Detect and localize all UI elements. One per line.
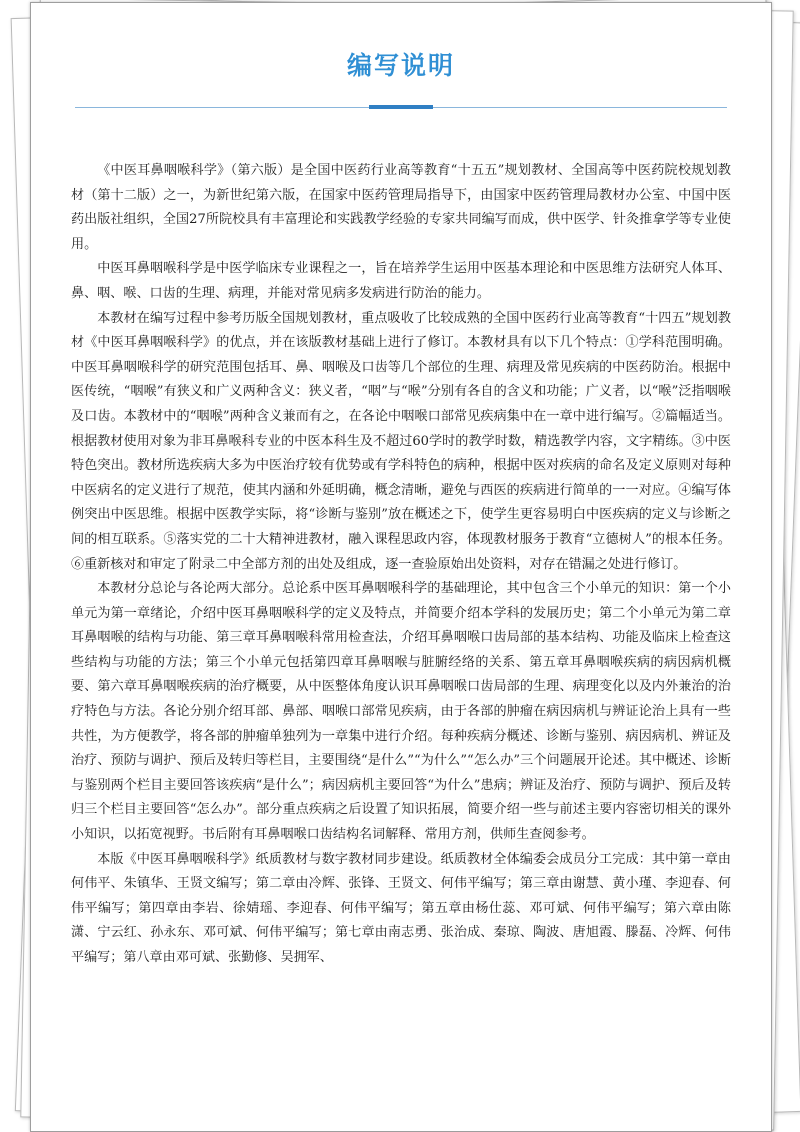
document-body [71, 159, 731, 971]
paragraph-3: 本教材在编写过程中参考历版全国规划教材，重点吸收了比较成熟的全国中医药行业高等教育“十四五”规划教材《中医耳鼻咽喉科学》的优点，并在该版教材基础上进行了修订。本教材具有以下几个特点：①学科范围明确。中医耳鼻咽喉科学的研究范围包括耳、鼻、咽喉及口齿等几个部位的生理、病理及常见疾病的中医药防治。根据中医传统，“咽喉”有狭义和广义两种含义：狭义者，“咽”与“喉”分别有各自的含义和功能；广义者，以“喉”泛指咽喉及口齿。本教材中的“咽喉”两种含义兼而有之，在各论中咽喉口部常见疾病集中在一章中进行编写。②篇幅适当。根据教材使用对象为非耳鼻喉科专业的中医本科生及不超过60学时的教学时数，精选教学内容，文字精练。③中医特色突出。教材所选疾病大多为中医治疗较有优势或有学科特色的病种，根据中医对疾病的命名及定义原则对每种中医病名的定义进行了规范，使其内涵和外延明确，概念清晰，避免与西医的疾病进行简单的一一对应。④编写体例突出中医思维。根据中医教学实际，将“诊断与鉴别”放在概述之下，使学生更容易明白中医疾病的定义与诊断之间的相互联系。⑤落实党的二十大精神进教材，融入课程思政内容，体现教材服务于教育“立德树人”的根本任务。⑥重新核对和审定了附录二中全部方剂的出处及组成，逐一查验原始出处资料，对存在错漏之处进行修订。 [71, 310, 731, 572]
paragraph-4: 本教材分总论与各论两大部分。总论系中医耳鼻咽喉科学的基础理论，其中包含三个小单元的知识：第一个小单元为第一章绪论，介绍中医耳鼻咽喉科学的定义及特点，并简要介绍本学科的发展历史；第二个小单元为第二章耳鼻咽喉的结构与功能、第三章耳鼻咽喉科常用检查法，介绍耳鼻咽喉口齿局部的基本结构、功能及临床上检查这些结构与功能的方法；第三个小单元包括第四章耳鼻咽喉与脏腑经络的关系、第五章耳鼻咽喉疾病的病因病机概要、第六章耳鼻咽喉疾病的治疗概要，从中医整体角度认识耳鼻咽喉口齿局部的生理、病理变化以及内外兼治的治疗特色与方法。各论分别介绍耳部、鼻部、咽喉口部常见疾病，由于各部的肿瘤在病因病机与辨证论治上具有一些共性，为方便教学，将各部的肿瘤单独列为一章集中进行介绍。每种疾病分概述、诊断与鉴别、病因病机、辨证及治疗、预防与调护、预后及转归等栏目，主要围绕“是什么”“为什么”“怎么办”三个问题展开论述。其中概述、诊断与鉴别两个栏目主要回答该疾病“是什么”；病因病机主要回答“为什么”患病；辨证及治疗、预防与调护、预后及转归三个栏目主要回答“怎么办”。部分重点疾病之后设置了知识拓展，简要介绍一些与前述主要内容密切相关的课外小知识，以拓宽视野。书后附有耳鼻咽喉口齿结构名词解释、常用方剂，供师生查阅参考。 [71, 581, 731, 843]
paragraph-2: 中医耳鼻咽喉科学是中医学临床专业课程之一，旨在培养学生运用中医基本理论和中医思维方法研究人体耳、鼻、咽、喉、口齿的生理、病理，并能对常见病多发病进行防治的能力。 [71, 261, 731, 301]
title-divider-accent [369, 105, 433, 109]
paragraph-5: 本版《中医耳鼻咽喉科学》纸质教材与数字教材同步建设。纸质教材全体编委会成员分工完成：其中第一章由何伟平、朱镇华、王贤文编写；第二章由冷辉、张锋、王贤文、何伟平编写；第三章由谢慧、黄小瑾、李迎春、何伟平编写；第四章由李岩、徐婧瑶、李迎春、何伟平编写；第五章由杨仕蕊、邓可斌、何伟平编写；第六章由陈潇、宁云红、孙永东、邓可斌、何伟平编写；第七章由南志勇、张治成、秦琼、陶波、唐旭霞、滕磊、冷辉、何伟平编写；第八章由邓可斌、张勤修、吴拥军、 [71, 851, 731, 965]
paragraph-1: 《中医耳鼻咽喉科学》（第六版）是全国中医药行业高等教育“十五五”规划教材、全国高等中医药院校规划教材（第十二版）之一，为新世纪第六版，在国家中医药管理局指导下，由国家中医药管理局教材办公室、中国中医药出版社组织，全国27所院校具有丰富理论和实践教学经验的专家共同编写而成，供中医学、针灸推拿学等专业使用。 [71, 163, 731, 252]
page-title: 编写说明 [346, 51, 455, 80]
document-page [30, 2, 772, 1132]
